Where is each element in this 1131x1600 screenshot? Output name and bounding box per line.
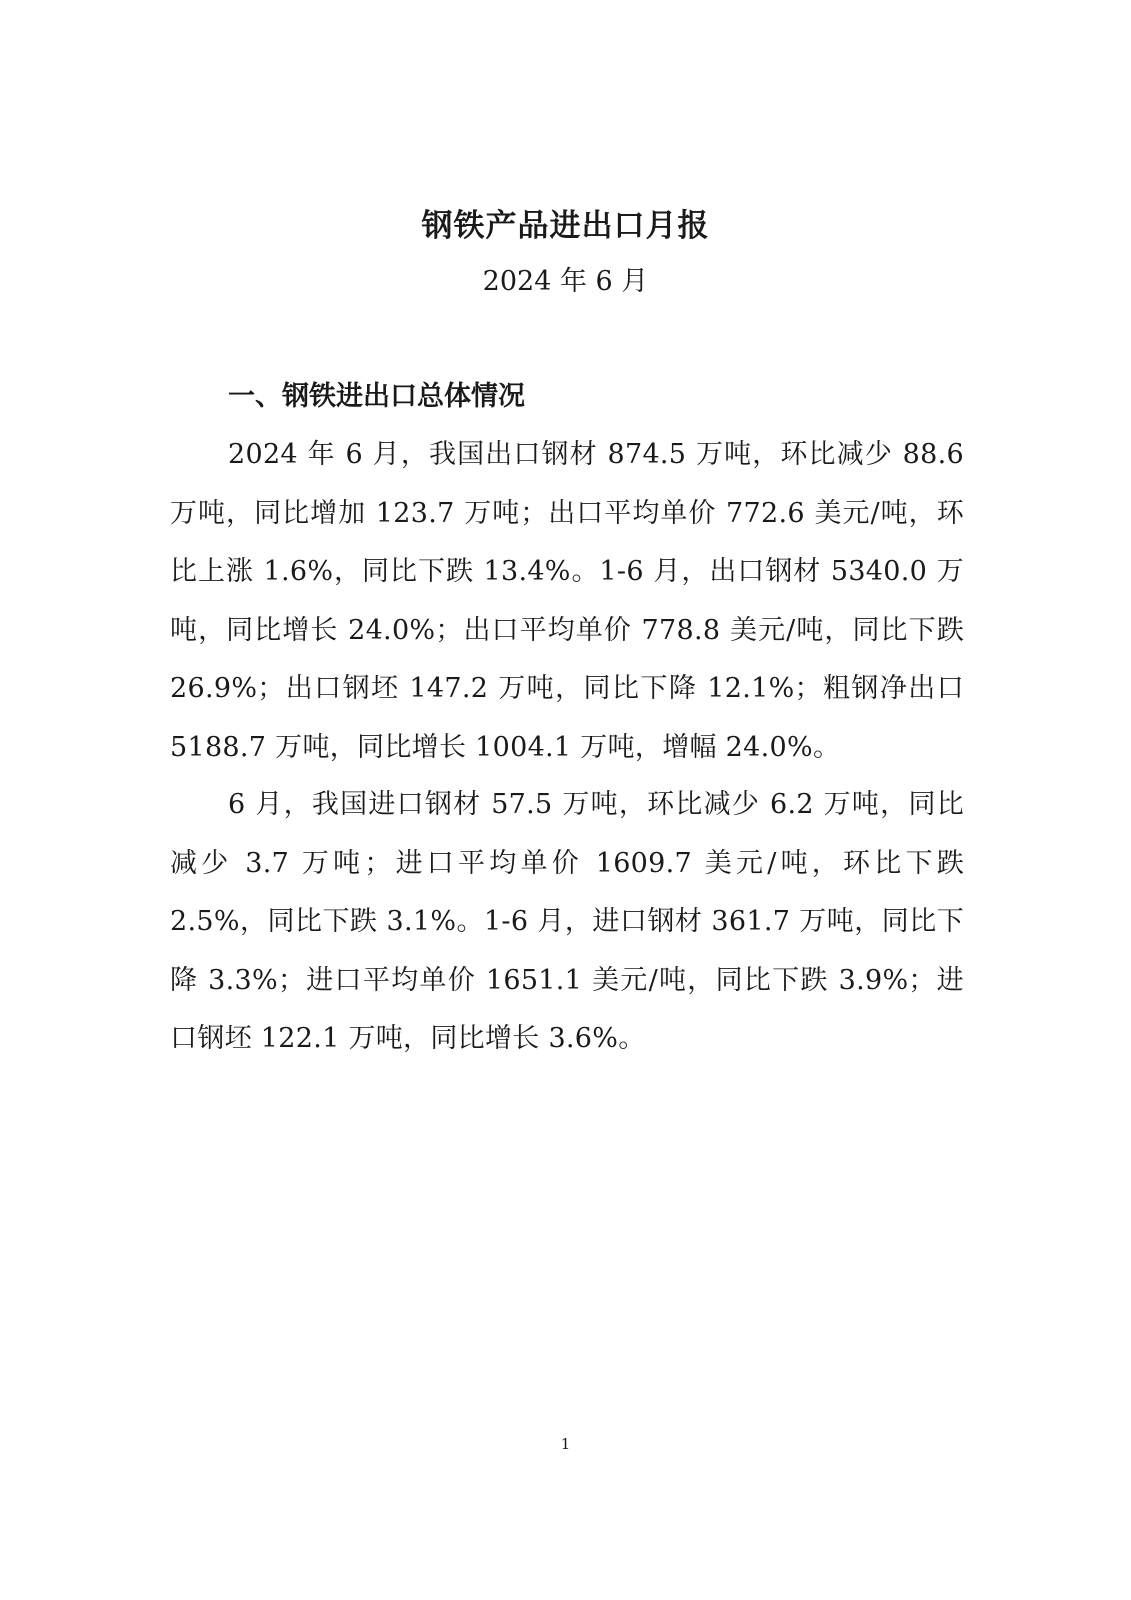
document-date: 2024 年 6 月 bbox=[482, 266, 649, 297]
paragraph-import: 6 月，我国进口钢材 57.5 万吨，环比减少 6.2 万吨，同比减少 3.7 万吨；进口平均单价 1609.7 美元/吨，环比下跌 2.5%，同比下跌 3.1%。1-6 月，进口钢材 361.7 万吨，同比下降 3.3%；进口平均单价 1651.1 美元/吨，同比下跌 3.9%；进口钢坯 122.1 万吨，同比增长 3.6%。 bbox=[170, 789, 964, 1054]
page-number: 1 bbox=[560, 1435, 571, 1453]
document-title: 钢铁产品进出口月报 bbox=[421, 208, 710, 244]
paragraph-export: 2024 年 6 月，我国出口钢材 874.5 万吨，环比减少 88.6 万吨，同比增加 123.7 万吨；出口平均单价 772.6 美元/吨，环比上涨 1.6%，同比下跌 13.4%。1-6 月，出口钢材 5340.0 万吨，同比增长 24.0%；出口平均单价 778.8 美元/吨，同比下跌 26.9%；出口钢坯 147.2 万吨，同比下降 12.1%；粗钢净出口 5188.7 万吨，同比增长 1004.1 万吨，增幅 24.0%。 bbox=[170, 439, 964, 763]
section-heading: 一、钢铁进出口总体情况 bbox=[228, 381, 525, 412]
